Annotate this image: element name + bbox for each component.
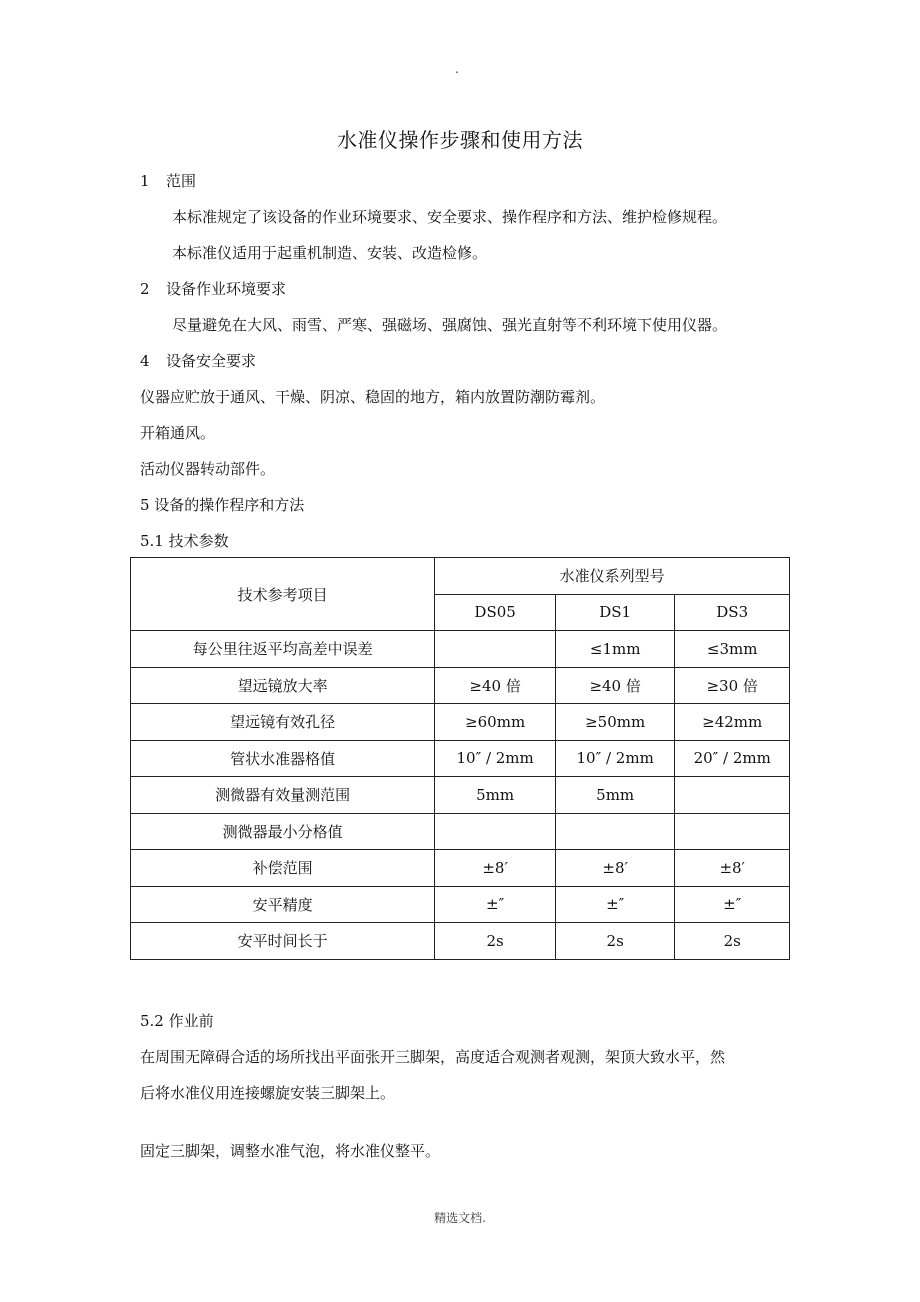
value-cell: ±8′ <box>675 850 790 887</box>
model-header-cell: DS05 <box>435 594 556 631</box>
header-mark: . <box>455 62 459 76</box>
table-row <box>131 813 790 850</box>
value-cell <box>435 813 556 850</box>
technical-parameters-table <box>130 557 790 960</box>
value-cell: 2s <box>675 923 790 960</box>
value-cell: ±″ <box>435 886 556 923</box>
model-header-cell: DS3 <box>675 594 790 631</box>
section-1-heading <box>140 170 196 191</box>
section-2-title: 设备作业环境要求 <box>166 280 287 298</box>
section-4-title: 设备安全要求 <box>166 352 257 370</box>
section-5-2-paragraph-2: 固定三脚架，调整水准气泡，将水准仪整平。 <box>140 1142 441 1160</box>
value-cell: 2s <box>555 923 675 960</box>
table-row <box>131 667 790 704</box>
table-row <box>131 923 790 960</box>
value-cell: ≥50mm <box>555 704 675 741</box>
value-cell <box>675 777 790 814</box>
value-cell: 10″ / 2mm <box>435 740 556 777</box>
value-cell: ≥30 倍 <box>675 667 790 704</box>
section-1-title: 范围 <box>166 172 197 190</box>
section-5-2-paragraph-1-line-2: 后将水准仪用连接螺旋安装三脚架上。 <box>140 1084 396 1102</box>
section-2-heading <box>140 278 286 299</box>
table-row <box>131 631 790 668</box>
row-label-cell: 望远镜有效孔径 <box>131 704 435 741</box>
row-label-cell: 管状水准器格值 <box>131 740 435 777</box>
value-cell: ≥60mm <box>435 704 556 741</box>
section-5-heading: 5 设备的操作程序和方法 <box>140 496 305 514</box>
section-5-2-heading: 5.2 作业前 <box>140 1012 214 1030</box>
value-cell: ≥42mm <box>675 704 790 741</box>
page-title: 水准仪操作步骤和使用方法 <box>337 128 583 152</box>
model-group-header-cell: 水准仪系列型号 <box>435 558 790 595</box>
value-cell: 5mm <box>435 777 556 814</box>
section-1-paragraph-1: 本标准规定了该设备的作业环境要求、安全要求、操作程序和方法、维护检修规程。 <box>172 208 728 226</box>
value-cell <box>675 813 790 850</box>
value-cell: ±″ <box>675 886 790 923</box>
section-1-number: 1 <box>140 172 150 190</box>
value-cell: 20″ / 2mm <box>675 740 790 777</box>
row-label-cell: 安平时间长于 <box>131 923 435 960</box>
value-cell: 10″ / 2mm <box>555 740 675 777</box>
section-4-paragraph-3: 活动仪器转动部件。 <box>140 460 276 478</box>
row-label-cell: 望远镜放大率 <box>131 667 435 704</box>
model-header-cell: DS1 <box>555 594 675 631</box>
table-row <box>131 850 790 887</box>
value-cell: ≥40 倍 <box>555 667 675 704</box>
row-label-cell: 每公里往返平均高差中误差 <box>131 631 435 668</box>
value-cell: ±8′ <box>435 850 556 887</box>
section-2-paragraph-1: 尽量避免在大风、雨雪、严寒、强磁场、强腐蚀、强光直射等不利环境下使用仪器。 <box>172 316 728 334</box>
row-label-cell: 补偿范围 <box>131 850 435 887</box>
table-row <box>131 740 790 777</box>
section-4-number: 4 <box>140 352 150 370</box>
table-row <box>131 777 790 814</box>
section-4-heading <box>140 350 256 371</box>
section-4-paragraph-2: 开箱通风。 <box>140 424 216 442</box>
value-cell: ≤1mm <box>555 631 675 668</box>
table-header-row <box>131 558 790 595</box>
value-cell <box>555 813 675 850</box>
value-cell: ≥40 倍 <box>435 667 556 704</box>
section-5-1-heading: 5.1 技术参数 <box>140 532 229 550</box>
row-label-cell: 安平精度 <box>131 886 435 923</box>
value-cell <box>435 631 556 668</box>
item-header-cell: 技术参考项目 <box>131 558 435 631</box>
value-cell: 2s <box>435 923 556 960</box>
section-2-number: 2 <box>140 280 150 298</box>
table-row <box>131 704 790 741</box>
page-footer: 精选文档. <box>434 1211 486 1225</box>
table-row <box>131 886 790 923</box>
value-cell: 5mm <box>555 777 675 814</box>
value-cell: ±8′ <box>555 850 675 887</box>
row-label-cell: 测微器有效量测范围 <box>131 777 435 814</box>
section-1-paragraph-2: 本标准仪适用于起重机制造、安装、改造检修。 <box>172 244 488 262</box>
value-cell: ≤3mm <box>675 631 790 668</box>
value-cell: ±″ <box>555 886 675 923</box>
row-label-cell: 测微器最小分格值 <box>131 813 435 850</box>
section-5-2-paragraph-1-line-1: 在周围无障碍合适的场所找出平面张开三脚架，高度适合观测者观测，架顶大致水平，然 <box>140 1048 726 1066</box>
section-4-paragraph-1: 仪器应贮放于通风、干燥、阴凉、稳固的地方，箱内放置防潮防霉剂。 <box>140 388 606 406</box>
